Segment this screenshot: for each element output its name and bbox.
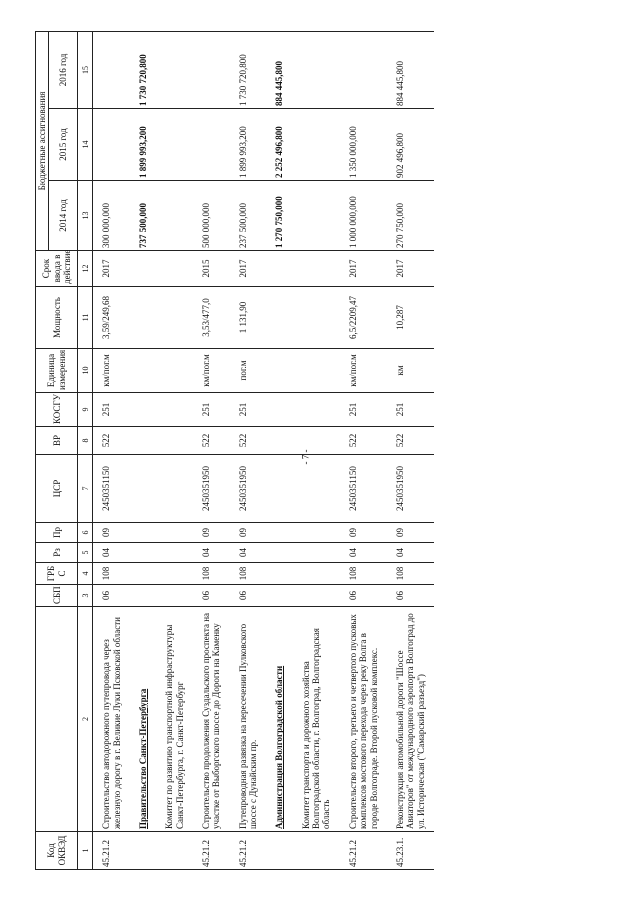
cell-vr bbox=[156, 427, 193, 455]
cell-grbs: 108 bbox=[230, 563, 267, 585]
cell-csr bbox=[130, 455, 156, 523]
cell-unit bbox=[156, 349, 193, 393]
cell-grbs: 108 bbox=[340, 563, 387, 585]
cell-kod bbox=[293, 832, 340, 870]
cell-pr bbox=[130, 523, 156, 543]
header-unit: Единица измерения bbox=[36, 349, 78, 393]
cell-rz bbox=[130, 543, 156, 563]
cell-rz: 04 bbox=[93, 543, 130, 563]
cell-y2014: 1 000 000,000 bbox=[340, 181, 387, 251]
cell-power bbox=[266, 287, 292, 349]
cell-y2015: 902 496,800 bbox=[387, 109, 434, 181]
cell-y2015 bbox=[293, 109, 340, 181]
table-row bbox=[130, 31, 156, 869]
cell-kod bbox=[156, 832, 193, 870]
cell-unit: км bbox=[387, 349, 434, 393]
cell-kod bbox=[130, 832, 156, 870]
cell-kosgu bbox=[266, 393, 292, 427]
cell-y2014: 500 000,000 bbox=[193, 181, 230, 251]
header-csr: ЦСР bbox=[36, 455, 78, 523]
cell-power: 6,5/2209,47 bbox=[340, 287, 387, 349]
cell-unit bbox=[266, 349, 292, 393]
cell-vr: 522 bbox=[93, 427, 130, 455]
cell-grbs bbox=[156, 563, 193, 585]
cell-y2016: 884 445,800 bbox=[387, 31, 434, 108]
header-2014: 2014 год bbox=[49, 181, 78, 251]
cell-kod: 45.21.2 bbox=[93, 832, 130, 870]
cell-csr: 2450351950 bbox=[193, 455, 230, 523]
table-row bbox=[266, 31, 292, 869]
cell-name: Администрация Волгоградской области bbox=[266, 607, 292, 832]
cell-y2014: 237 500,000 bbox=[230, 181, 267, 251]
budget-table bbox=[35, 31, 434, 870]
table-row bbox=[193, 31, 230, 869]
cell-srok: 2015 bbox=[193, 251, 230, 287]
cell-name: Правительство Санкт-Петербурга bbox=[130, 607, 156, 832]
cell-grbs bbox=[266, 563, 292, 585]
header-vr: ВР bbox=[36, 427, 78, 455]
column-number: 5 bbox=[78, 543, 93, 563]
cell-kosgu bbox=[293, 393, 340, 427]
cell-y2015 bbox=[193, 109, 230, 181]
header-srok: Срок ввода в действие bbox=[36, 251, 78, 287]
table-row bbox=[230, 31, 267, 869]
cell-y2015: 1 350 000,000 bbox=[340, 109, 387, 181]
header-name bbox=[36, 607, 78, 832]
cell-kod: 45.21.2 bbox=[230, 832, 267, 870]
table-row bbox=[93, 31, 130, 869]
column-number: 4 bbox=[78, 563, 93, 585]
cell-csr: 2450351950 bbox=[230, 455, 267, 523]
cell-kosgu: 251 bbox=[340, 393, 387, 427]
cell-rz bbox=[156, 543, 193, 563]
cell-sbp: 06 bbox=[387, 585, 434, 607]
cell-y2015: 2 252 496,800 bbox=[266, 109, 292, 181]
cell-unit: км/пог.м bbox=[340, 349, 387, 393]
cell-y2016 bbox=[93, 31, 130, 108]
cell-y2015: 1 899 993,200 bbox=[230, 109, 267, 181]
cell-sbp: 06 bbox=[340, 585, 387, 607]
cell-sbp bbox=[293, 585, 340, 607]
cell-sbp bbox=[266, 585, 292, 607]
cell-kod bbox=[266, 832, 292, 870]
cell-srok: 2017 bbox=[230, 251, 267, 287]
column-number: 2 bbox=[78, 607, 93, 832]
cell-srok: 2017 bbox=[340, 251, 387, 287]
cell-vr: 522 bbox=[340, 427, 387, 455]
cell-power bbox=[130, 287, 156, 349]
cell-csr bbox=[266, 455, 292, 523]
cell-power bbox=[293, 287, 340, 349]
cell-kod: 45.21.2 bbox=[340, 832, 387, 870]
cell-srok: 2017 bbox=[387, 251, 434, 287]
cell-power: 1 131,90 bbox=[230, 287, 267, 349]
cell-vr: 522 bbox=[230, 427, 267, 455]
header-kosgu: КОСГУ bbox=[36, 393, 78, 427]
cell-pr: 09 bbox=[93, 523, 130, 543]
header-power: Мощность bbox=[36, 287, 78, 349]
cell-y2016 bbox=[340, 31, 387, 108]
cell-name: Комитет по развитию транспортной инфраструктуры Санкт-Петербурга, г. Санкт-Петербург bbox=[156, 607, 193, 832]
column-number: 1 bbox=[78, 832, 93, 870]
cell-sbp: 06 bbox=[230, 585, 267, 607]
cell-y2014: 737 500,000 bbox=[130, 181, 156, 251]
cell-power bbox=[156, 287, 193, 349]
cell-pr: 09 bbox=[340, 523, 387, 543]
cell-csr: 2450351150 bbox=[340, 455, 387, 523]
cell-srok bbox=[130, 251, 156, 287]
cell-name: Путепроводная развязка на пересечении Пулковского шоссе с Дунайским пр. bbox=[230, 607, 267, 832]
cell-sbp bbox=[156, 585, 193, 607]
cell-y2014 bbox=[156, 181, 193, 251]
table-row bbox=[387, 31, 434, 869]
column-number: 15 bbox=[78, 31, 93, 108]
cell-pr: 09 bbox=[387, 523, 434, 543]
cell-rz: 04 bbox=[193, 543, 230, 563]
column-number: 14 bbox=[78, 109, 93, 181]
cell-y2015: 1 899 993,200 bbox=[130, 109, 156, 181]
cell-csr bbox=[156, 455, 193, 523]
column-number: 7 bbox=[78, 455, 93, 523]
header-rz: Рз bbox=[36, 543, 78, 563]
cell-pr bbox=[266, 523, 292, 543]
cell-y2016: 1 730 720,800 bbox=[130, 31, 156, 108]
cell-csr: 2450351950 bbox=[387, 455, 434, 523]
cell-pr bbox=[293, 523, 340, 543]
table-body bbox=[93, 31, 434, 869]
cell-sbp bbox=[130, 585, 156, 607]
cell-pr: 09 bbox=[193, 523, 230, 543]
cell-srok bbox=[266, 251, 292, 287]
cell-power: 3,53/477,0 bbox=[193, 287, 230, 349]
cell-unit: пог.м bbox=[230, 349, 267, 393]
cell-grbs bbox=[293, 563, 340, 585]
header-pr: Пр bbox=[36, 523, 78, 543]
table-row bbox=[156, 31, 193, 869]
cell-kosgu: 251 bbox=[387, 393, 434, 427]
column-number: 8 bbox=[78, 427, 93, 455]
cell-y2016 bbox=[293, 31, 340, 108]
cell-y2016: 1 730 720,800 bbox=[230, 31, 267, 108]
header-kod: Код ОКВЭД bbox=[36, 832, 78, 870]
cell-unit: км/пог.м bbox=[193, 349, 230, 393]
cell-rz bbox=[266, 543, 292, 563]
cell-y2015 bbox=[156, 109, 193, 181]
cell-srok: 2017 bbox=[93, 251, 130, 287]
cell-name: Строительство второго, третьего и четвертого пусковых комплексов мостового перехода через реку Волга в городе Волгограде. Второй пусковой комплекс. bbox=[340, 607, 387, 832]
column-number: 6 bbox=[78, 523, 93, 543]
table-row bbox=[340, 31, 387, 869]
cell-kod: 45.23.1. bbox=[387, 832, 434, 870]
cell-srok bbox=[293, 251, 340, 287]
column-number: 13 bbox=[78, 181, 93, 251]
cell-name: Строительство автодорожного путепровода через железную дорогу в г. Великие Луки Псковской области bbox=[93, 607, 130, 832]
column-number: 12 bbox=[78, 251, 93, 287]
cell-kosgu bbox=[156, 393, 193, 427]
cell-kosgu: 251 bbox=[93, 393, 130, 427]
header-2016: 2016 год bbox=[49, 31, 78, 108]
cell-y2016: 884 445,800 bbox=[266, 31, 292, 108]
cell-power: 3,59/249,68 bbox=[93, 287, 130, 349]
cell-kosgu: 251 bbox=[230, 393, 267, 427]
cell-rz: 04 bbox=[340, 543, 387, 563]
cell-sbp: 06 bbox=[193, 585, 230, 607]
cell-y2016 bbox=[156, 31, 193, 108]
cell-y2014: 1 270 750,000 bbox=[266, 181, 292, 251]
cell-grbs: 108 bbox=[387, 563, 434, 585]
page-number: - 7 - bbox=[300, 449, 311, 465]
cell-rz bbox=[293, 543, 340, 563]
cell-csr: 2450351150 bbox=[93, 455, 130, 523]
cell-name: Комитет транспорта и дорожного хозяйства Волгоградской области, г. Волгоград, Волгоградская область bbox=[293, 607, 340, 832]
cell-kosgu: 251 bbox=[193, 393, 230, 427]
cell-srok bbox=[156, 251, 193, 287]
cell-sbp: 06 bbox=[93, 585, 130, 607]
cell-grbs: 108 bbox=[193, 563, 230, 585]
cell-rz: 04 bbox=[387, 543, 434, 563]
cell-power: 10,287 bbox=[387, 287, 434, 349]
cell-rz: 04 bbox=[230, 543, 267, 563]
cell-vr bbox=[266, 427, 292, 455]
cell-kod: 45.21.2 bbox=[193, 832, 230, 870]
cell-y2014: 300 000,000 bbox=[93, 181, 130, 251]
header-budget: Бюджетные ассигнования bbox=[36, 31, 49, 250]
cell-grbs bbox=[130, 563, 156, 585]
cell-pr: 09 bbox=[230, 523, 267, 543]
cell-csr bbox=[293, 455, 340, 523]
cell-unit: км/пог.м bbox=[93, 349, 130, 393]
header-2015: 2015 год bbox=[49, 109, 78, 181]
header-grbs: ГРБ С bbox=[36, 563, 78, 585]
cell-pr bbox=[156, 523, 193, 543]
cell-y2016 bbox=[193, 31, 230, 108]
cell-grbs: 108 bbox=[93, 563, 130, 585]
cell-name: Строительство продолжения Суздальского проспекта на участке от Выборгского шоссе до Дороги на Каменку bbox=[193, 607, 230, 832]
cell-vr bbox=[130, 427, 156, 455]
column-numbers-row bbox=[78, 31, 93, 869]
cell-kosgu bbox=[130, 393, 156, 427]
header-sbp: СБП bbox=[36, 585, 78, 607]
cell-vr: 522 bbox=[193, 427, 230, 455]
cell-unit bbox=[293, 349, 340, 393]
column-number: 11 bbox=[78, 287, 93, 349]
cell-y2015 bbox=[93, 109, 130, 181]
cell-vr: 522 bbox=[387, 427, 434, 455]
column-number: 9 bbox=[78, 393, 93, 427]
column-number: 3 bbox=[78, 585, 93, 607]
cell-name: Реконструкция автомобильной дороги "Шоссе Авиаторов" от международного аэропорта Волгоград до ул. Историческая ("Самарский разъезд") bbox=[387, 607, 434, 832]
cell-y2014: 270 750,000 bbox=[387, 181, 434, 251]
column-number: 10 bbox=[78, 349, 93, 393]
cell-y2014 bbox=[293, 181, 340, 251]
cell-unit bbox=[130, 349, 156, 393]
